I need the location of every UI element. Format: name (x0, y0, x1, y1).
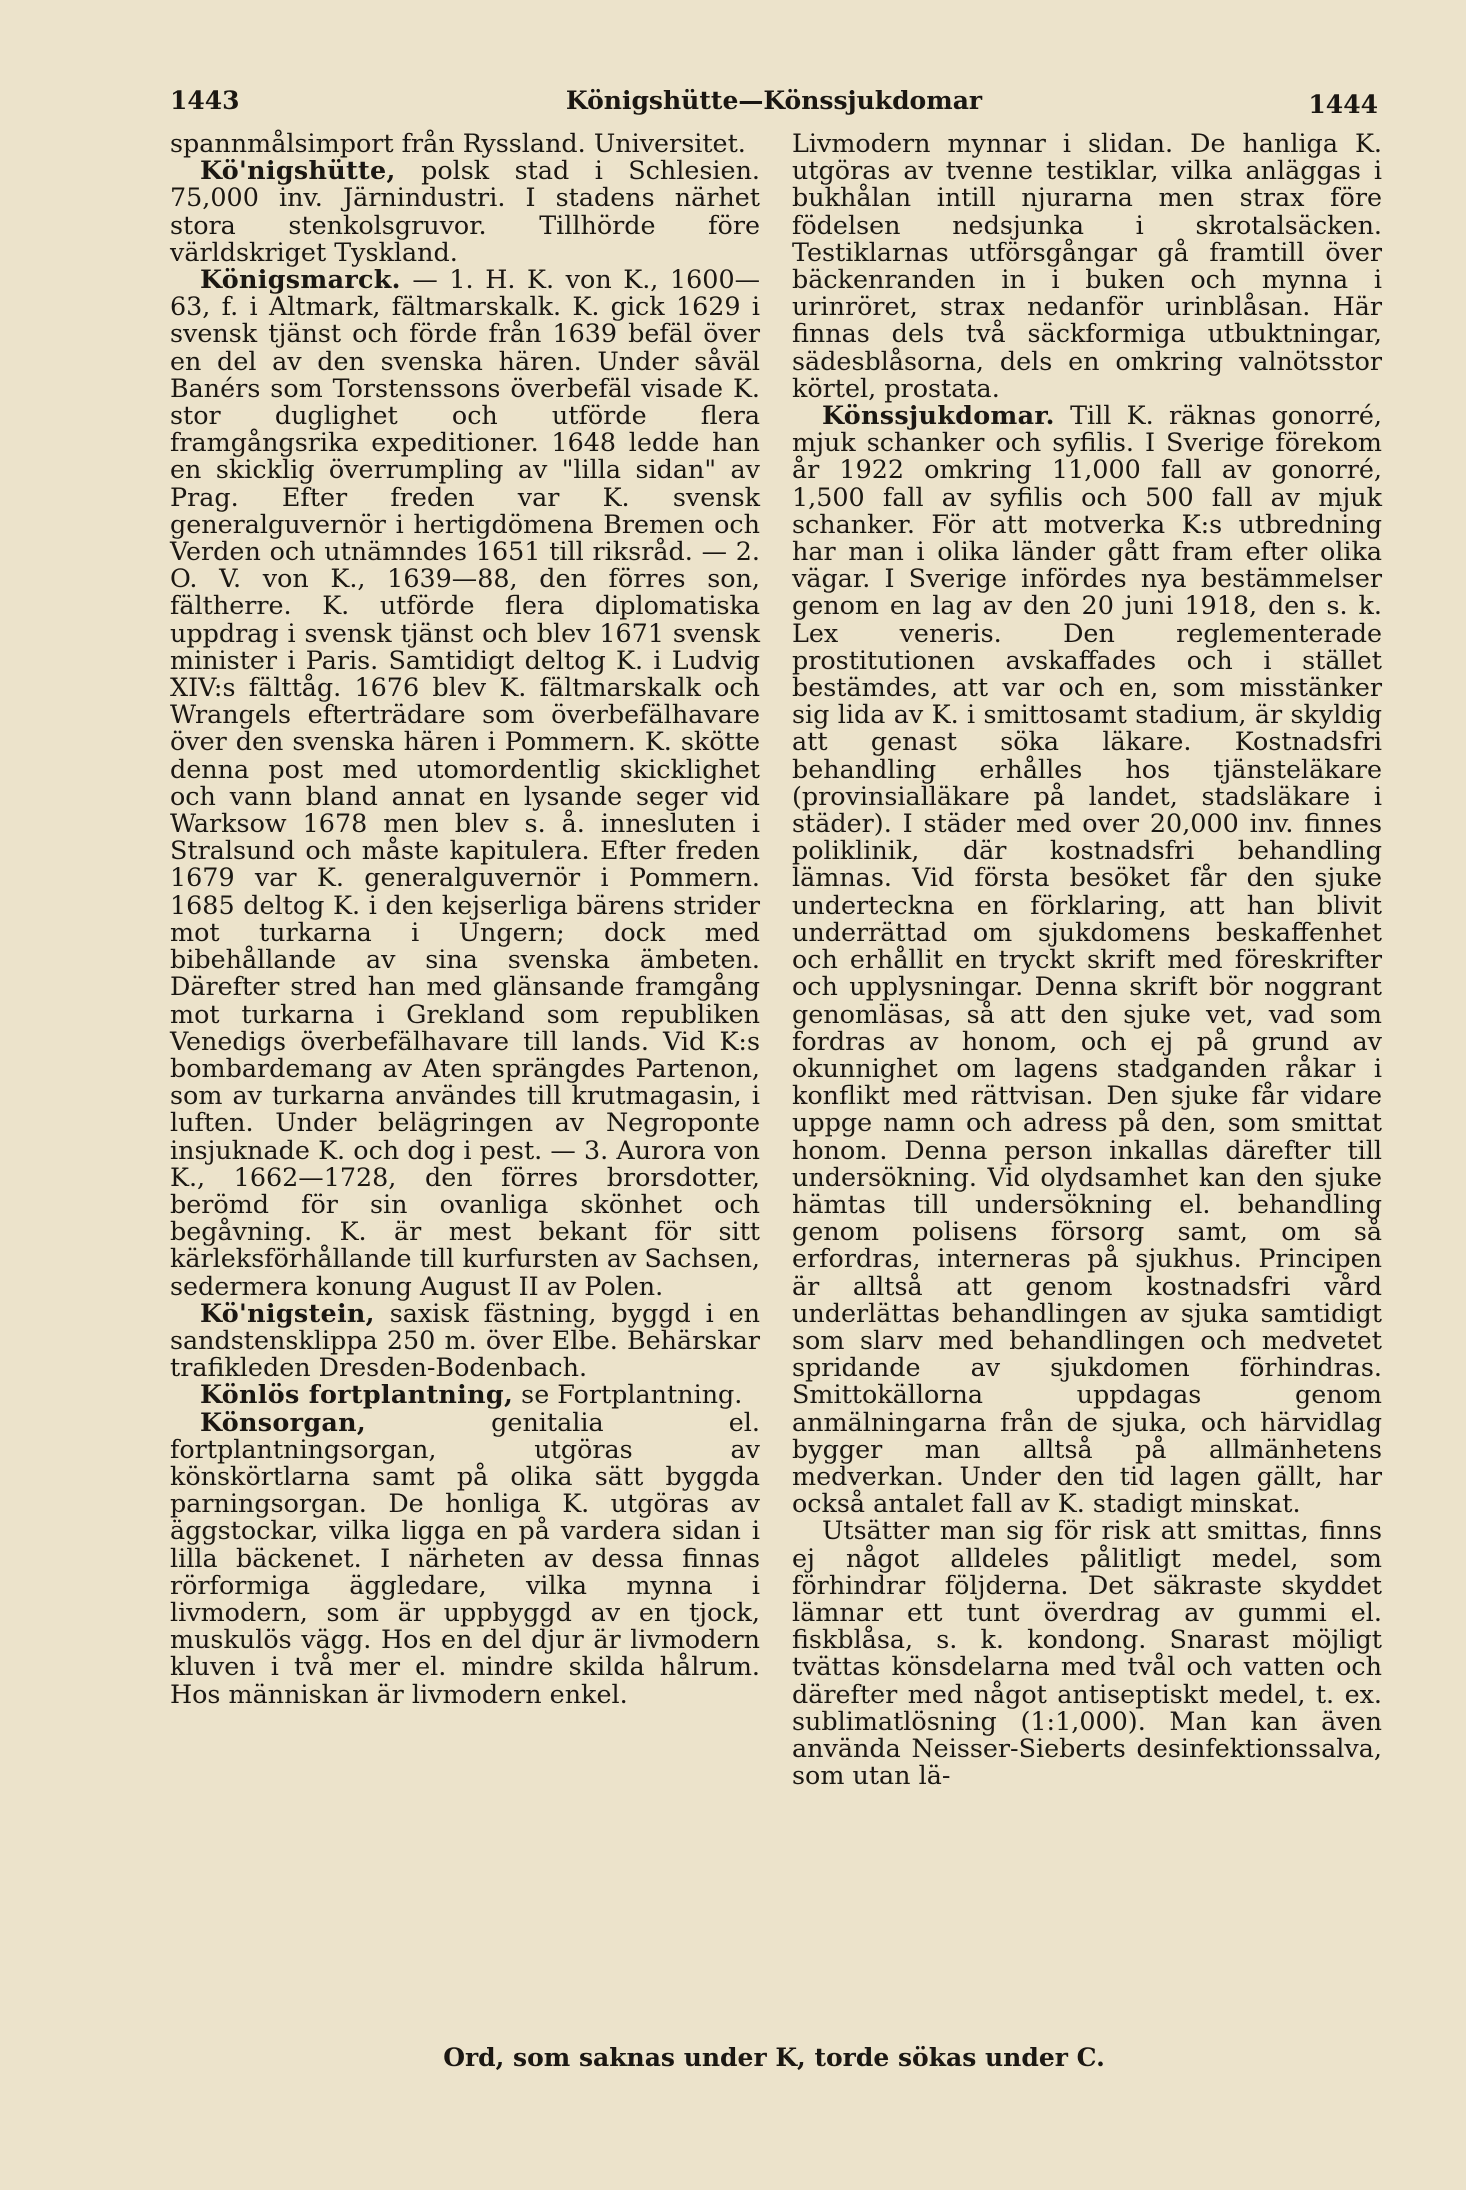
page-header (170, 86, 1378, 126)
page-number-right: 1444 (1308, 90, 1378, 119)
headword: Könlös fortplantning, (200, 1379, 514, 1410)
left-column (170, 130, 760, 2040)
entry-continuation: Livmodern mynnar i slidan. De hanliga K. utgöras av tvenne testiklar, vilka anläggas i bukhålan intill njurarna men strax före födelsen nedsjunka i skrotalsäcken. Testiklarnas utförsgångar gå framtill över bäckenranden in i buken och mynna i urinröret, strax nedanför urinblåsan. Här finnas dels två säckformiga utbuktningar, sädesblåsorna, dels en omkring valnötsstor körtel, prostata. (792, 128, 1382, 403)
running-head: Königshütte—Könssjukdomar (565, 86, 983, 115)
entry-konigshutte (170, 157, 760, 266)
right-column (792, 130, 1382, 2040)
headword: Königsmarck. (200, 264, 401, 295)
entry-konigstein (170, 1297, 760, 1383)
headword: Könssjukdomar. (822, 400, 1055, 431)
entry-text: genitalia el. fortplantningsorgan, utgöras av könskörtlarna samt på olika sätt byggda parningsorgan. De honliga K. utgöras av äggstockar, vilka ligga en på vardera sidan i lilla bäckenet. I närheten av dessa finnas rörformiga äggledare, vilka mynna i livmodern, som är uppbyggd av en tjock, muskulös vägg. Hos en del djur är livmodern kluven i två mer el. mindre skilda hålrum. Hos människan är livmodern enkel. (170, 1406, 760, 1709)
entry-konssjukdomar (792, 402, 1382, 1517)
entry-text: se Fortplantning. (521, 1379, 743, 1410)
entry-text: — 1. H. K. von K., 1600—63, f. i Altmark, fältmarskalk. K. gick 1629 i svensk tjänst och förde från 1639 befäl över en del av den svenska hären. Under såväl Banérs som Torstenssons överbefäl visade K. stor duglighet och utförde flera framgångsrika expeditioner. 1648 ledde han en skicklig överrumpling av "lilla sidan" av Prag. Efter freden var K. svensk generalguvernör i hertigdömena Bremen och Verden och utnämndes 1651 till riksråd. — 2. O. V. von K., 1639—88, den förres son, fältherre. K. utförde flera diplomatiska uppdrag i svensk tjänst och blev 1671 svensk minister i Paris. Samtidigt deltog K. i Ludvig XIV:s fälttåg. 1676 blev K. fältmarskalk och Wrangels efterträdare som överbefälhavare över den svenska hären i Pommern. K. skötte denna post med utomordentlig skicklighet och vann bland annat en lysande seger vid Warksow 1678 men blev s. å. innesluten i Stralsund och måste kapitulera. Efter freden 1679 var K. generalguvernör i Pommern. 1685 deltog K. i den kejserliga bärens strider mot turkarna i Ungern; dock med bibehållande av sina svenska ämbeten. Därefter stred han med glänsande framgång mot turkarna i Grekland som republiken Venedigs överbefälhavare till lands. Vid K:s bombardemang av Aten sprängdes Partenon, som av turkarna användes till krutmagasin, i luften. Under belägringen av Negroponte insjuknade K. och dog i pest. — 3. Aurora von K., 1662—1728, den förres brorsdotter, berömd för sin ovanliga skönhet och begåvning. K. är mest bekant för sitt kärleksförhållande till kurfursten av Sachsen, sedermera konung August II av Polen. (170, 264, 760, 1301)
entry-text: saxisk fästning, byggd i en sandstensklippa 250 m. över Elbe. Behärskar trafikleden Dresden-Bodenbach. (170, 1297, 760, 1383)
headword: Kö'nigshütte, (200, 155, 396, 186)
page-footer-note: Ord, som saknas under K, torde sökas under C. (443, 2043, 1105, 2072)
entry-text: polsk stad i Schlesien. 75,000 inv. Järnindustri. I stadens närhet stora stenkolsgruvor. Tillhörde före världskriget Tyskland. (170, 155, 760, 267)
entry-konigsmarck (170, 266, 760, 1300)
headword: Könsorgan, (200, 1406, 367, 1437)
entry-text: Till K. räknas gonorré, mjuk schanker och syfilis. I Sverige förekom år 1922 omkring 11,000 fall av gonorré, 1,500 fall av syfilis och 500 fall av mjuk schanker. För att motverka K:s utbredning har man i olika länder gått fram efter olika vägar. I Sverige infördes nya bestämmelser genom en lag av den 20 juni 1918, den s. k. Lex veneris. Den reglementerade prostitutionen avskaffades och i stället bestämdes, att var och en, som misstänker sig lida av K. i smittosamt stadium, är skyldig att genast söka läkare. Kostnadsfri behandling erhålles hos tjänsteläkare (provinsialläkare på landet, stadsläkare i städer). I städer med over 20,000 inv. finnes poliklinik, där kostnadsfri behandling lämnas. Vid första besöket får den sjuke underteckna en förklaring, att han blivit underrättad om sjukdomens beskaffenhet och erhållit en tryckt skrift med föreskrifter och upplysningar. Denna skrift bör noggrant genomläsas, så att den sjuke vet, vad som fordras av honom, och ej på grund av okunnighet om lagens stadganden råkar i konflikt med rättvisan. Den sjuke får vidare uppge namn och adress på den, som smittat honom. Denna person inkallas därefter till undersökning. Vid olydsamhet kan den sjuke hämtas till undersökning el. behandling genom polisens försorg samt, om så erfordras, interneras på sjukhus. Principen är alltså att genom kostnadsfri vård underlättas behandlingen av sjuka samtidigt som slarv med behandlingen och medvetet spridande av sjukdomen förhindras. Smittokällorna uppdagas genom anmälningarna från de sjuka, och härvidlag bygger man alltså på allmänhetens medverkan. Under den tid lagen gällt, har också antalet fall av K. stadigt minskat. (792, 400, 1382, 1519)
headword: Kö'nigstein, (200, 1297, 375, 1328)
entry-konsorgan (170, 1406, 760, 1709)
entry-continuation: spannmålsimport från Ryssland. Universitet. (170, 128, 746, 158)
page-number-left: 1443 (170, 86, 240, 115)
entry-paragraph: Utsätter man sig för risk att smittas, finns ej något alldeles pålitligt medel, som förhindrar följderna. Det säkraste skyddet lämnar ett tunt överdrag av gummi el. fiskblåsa, s. k. kondong. Snarast möjligt tvättas könsdelarna med tvål och vatten och därefter med något antiseptiskt medel, t. ex. sublimatlösning (1:1,000). Man kan även använda Neisser-Sieberts desinfektionssalva, som utan lä- (792, 1515, 1382, 1791)
entry-konlos-fortplantning (170, 1381, 760, 1408)
